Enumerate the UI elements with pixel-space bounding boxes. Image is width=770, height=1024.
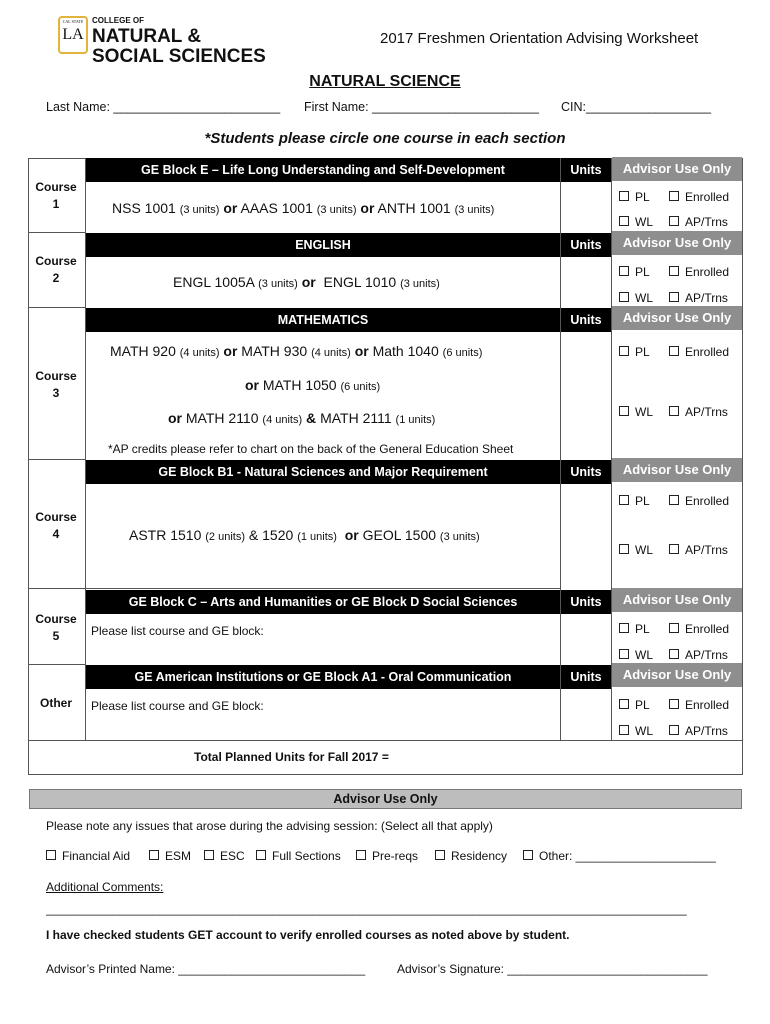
option-full-sections[interactable]: Full Sections <box>256 849 341 863</box>
course3-units-header: Units <box>561 308 611 332</box>
table-right-border <box>742 158 743 775</box>
course1-aptrns-checkbox[interactable]: AP/Trns <box>669 215 728 229</box>
other-wl-checkbox[interactable]: WL <box>619 724 653 738</box>
course5-prompt[interactable]: Please list course and GE block: <box>91 624 264 638</box>
advisor-printed-name-field[interactable]: Advisor’s Printed Name: ____________________________ <box>46 962 366 976</box>
course2-wl-checkbox[interactable]: WL <box>619 291 653 305</box>
logo-line-natural: NATURAL & <box>92 26 202 47</box>
course2-advisor-header: Advisor Use Only <box>612 231 742 255</box>
course3-options-line1[interactable]: MATH 920 (4 units) or MATH 930 (4 units) or Math 1040 (6 units) <box>110 343 483 359</box>
course4-wl-checkbox[interactable]: WL <box>619 543 653 557</box>
table-bottom-border <box>28 774 743 775</box>
course4-aptrns-checkbox[interactable]: AP/Trns <box>669 543 728 557</box>
issues-prompt: Please note any issues that arose during the advising session: (Select all that apply) <box>46 819 493 833</box>
course3-options-line2[interactable]: or MATH 1050 (6 units) <box>245 377 381 393</box>
course3-block-header: MATHEMATICS <box>86 308 560 332</box>
additional-comments-line[interactable]: ________________________________________________________________________________________________ <box>46 902 687 916</box>
course5-aptrns-checkbox[interactable]: AP/Trns <box>669 648 728 662</box>
option-esc[interactable]: ESC <box>204 849 245 863</box>
verify-note: I have checked students GET account to verify enrolled courses as noted above by student. <box>46 928 570 942</box>
other-advisor-header: Advisor Use Only <box>612 663 742 687</box>
advisor-signature-field[interactable]: Advisor’s Signature: ______________________________ <box>397 962 708 976</box>
course1-units-header: Units <box>561 158 611 182</box>
course5-pl-checkbox[interactable]: PL <box>619 622 650 636</box>
option-esm[interactable]: ESM <box>149 849 191 863</box>
option-financial-aid[interactable]: Financial Aid <box>46 849 130 863</box>
course3-enrolled-checkbox[interactable]: Enrolled <box>669 345 729 359</box>
course2-enrolled-checkbox[interactable]: Enrolled <box>669 265 729 279</box>
course3-options-line3[interactable]: or MATH 2110 (4 units) & MATH 2111 (1 units) <box>168 410 436 426</box>
additional-comments-label: Additional Comments: <box>46 880 164 894</box>
instruction-text: *Students please circle one course in each section <box>204 130 566 147</box>
course5-enrolled-checkbox[interactable]: Enrolled <box>669 622 729 636</box>
course4-enrolled-checkbox[interactable]: Enrolled <box>669 494 729 508</box>
other-units-header: Units <box>561 665 611 689</box>
course4-block-header: GE Block B1 - Natural Sciences and Major Requirement <box>86 460 560 484</box>
course4-options[interactable]: ASTR 1510 (2 units) & 1520 (1 units) or GEOL 1500 (3 units) <box>129 527 480 543</box>
option-residency[interactable]: Residency <box>435 849 507 863</box>
course3-label: Course 3 <box>35 369 77 400</box>
logo-line-college-of: COLLEGE OF <box>92 16 144 25</box>
course5-units-header: Units <box>561 590 611 614</box>
cin-field[interactable]: CIN:__________________ <box>561 100 712 114</box>
course2-units-header: Units <box>561 233 611 257</box>
course1-wl-checkbox[interactable]: WL <box>619 215 653 229</box>
course1-label: Course 1 <box>35 180 77 211</box>
course1-enrolled-checkbox[interactable]: Enrolled <box>669 190 729 204</box>
course1-advisor-header: Advisor Use Only <box>612 157 742 181</box>
table-left-border <box>28 158 29 775</box>
course2-label: Course 2 <box>35 254 77 285</box>
course4-label: Course 4 <box>35 510 77 541</box>
other-prompt[interactable]: Please list course and GE block: <box>91 699 264 713</box>
course4-units-header: Units <box>561 460 611 484</box>
college-seal-logo <box>58 16 88 54</box>
other-aptrns-checkbox[interactable]: AP/Trns <box>669 724 728 738</box>
row-divider <box>28 740 742 741</box>
other-block-header: GE American Institutions or GE Block A1 - Oral Communication <box>86 665 560 689</box>
course3-ap-note: *AP credits please refer to chart on the back of the General Education Sheet <box>108 442 514 456</box>
row-divider <box>28 588 561 589</box>
logo-line-social: SOCIAL SCIENCES <box>92 46 266 67</box>
row-divider <box>28 459 85 460</box>
course4-pl-checkbox[interactable]: PL <box>619 494 650 508</box>
course3-pl-checkbox[interactable]: PL <box>619 345 650 359</box>
last-name-field[interactable]: Last Name: ________________________ <box>46 100 281 114</box>
course3-advisor-header: Advisor Use Only <box>612 306 742 330</box>
course1-options[interactable]: NSS 1001 (3 units) or AAAS 1001 (3 units) or ANTH 1001 (3 units) <box>112 200 495 216</box>
advisor-section-header: Advisor Use Only <box>29 789 742 809</box>
table-top-border <box>28 158 85 159</box>
course3-wl-checkbox[interactable]: WL <box>619 405 653 419</box>
course2-pl-checkbox[interactable]: PL <box>619 265 650 279</box>
course5-advisor-header: Advisor Use Only <box>612 588 742 612</box>
course1-pl-checkbox[interactable]: PL <box>619 190 650 204</box>
document-title: 2017 Freshmen Orientation Advising Worksheet <box>380 30 699 47</box>
seal-subtext: CAL STATE <box>62 19 84 24</box>
course4-advisor-header: Advisor Use Only <box>612 458 742 482</box>
other-pl-checkbox[interactable]: PL <box>619 698 650 712</box>
first-name-field[interactable]: First Name: ________________________ <box>304 100 539 114</box>
row-divider <box>28 232 85 233</box>
option-other[interactable]: Other: _____________________ <box>523 849 716 863</box>
other-enrolled-checkbox[interactable]: Enrolled <box>669 698 729 712</box>
course3-aptrns-checkbox[interactable]: AP/Trns <box>669 405 728 419</box>
course5-label: Course 5 <box>35 612 77 643</box>
row-divider <box>28 307 85 308</box>
course1-block-header: GE Block E – Life Long Understanding and Self-Development <box>86 158 560 182</box>
course2-block-header: ENGLISH <box>86 233 560 257</box>
course5-wl-checkbox[interactable]: WL <box>619 648 653 662</box>
course5-block-header: GE Block C – Arts and Humanities or GE Block D Social Sciences <box>86 590 560 614</box>
course2-options[interactable]: ENGL 1005A (3 units) or ENGL 1010 (3 units) <box>173 274 440 290</box>
row-divider <box>28 664 85 665</box>
section-title: NATURAL SCIENCE <box>309 73 461 90</box>
total-units-label: Total Planned Units for Fall 2017 = <box>194 750 389 764</box>
seal-text: LA <box>62 26 84 43</box>
course2-aptrns-checkbox[interactable]: AP/Trns <box>669 291 728 305</box>
other-label: Other <box>39 696 72 710</box>
option-pre-reqs[interactable]: Pre-reqs <box>356 849 418 863</box>
